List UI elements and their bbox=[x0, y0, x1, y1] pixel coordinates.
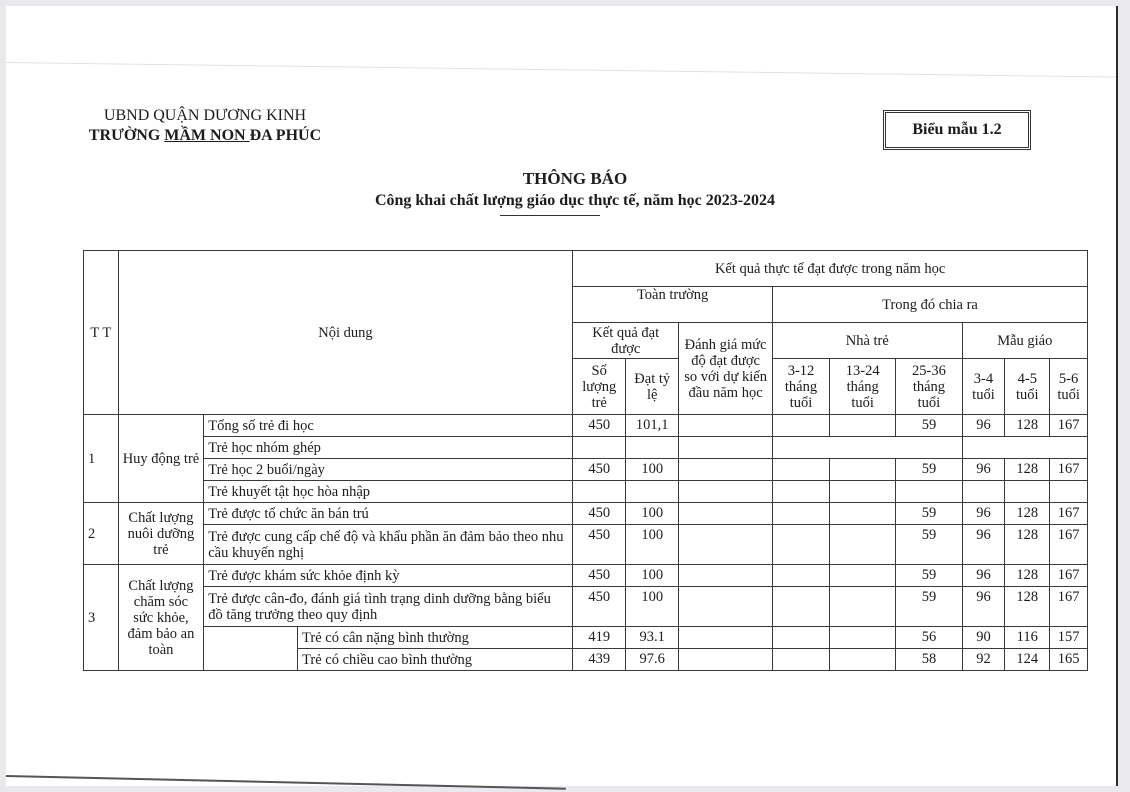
cell-age-25-36: 59 bbox=[896, 565, 962, 587]
title-subtitle: Công khai chất lượng giáo dục thực tế, năm học 2023-2024 bbox=[374, 192, 776, 209]
cell-eval bbox=[679, 415, 773, 437]
cell-rate: 100 bbox=[626, 503, 679, 525]
cell-age-4-5: 124 bbox=[1005, 649, 1050, 671]
cell-age-13-24 bbox=[830, 565, 896, 587]
org-name: UBND QUẬN DƯƠNG KINH bbox=[103, 107, 307, 124]
cell-age-3-4: 96 bbox=[962, 565, 1005, 587]
cell-age-13-24 bbox=[830, 627, 896, 649]
col-header-age-5-6: 5-6 tuổi bbox=[1050, 359, 1088, 415]
row-label: Trẻ khuyết tật học hòa nhập bbox=[204, 481, 573, 503]
cell-age-4-5: 128 bbox=[1005, 459, 1050, 481]
school-name bbox=[70, 126, 340, 146]
cell-age-4-5: 128 bbox=[1005, 565, 1050, 587]
row-label: Trẻ được tổ chức ăn bán trú bbox=[204, 503, 573, 525]
cell-age-25-36: 59 bbox=[896, 459, 962, 481]
table-row bbox=[84, 627, 1088, 649]
cell-rate bbox=[626, 481, 679, 503]
cell-eval bbox=[679, 565, 773, 587]
cell-count bbox=[573, 437, 626, 459]
cell-rate: 97.6 bbox=[626, 649, 679, 671]
cell-age-3-4: 90 bbox=[962, 627, 1005, 649]
cell-age-25-36: 59 bbox=[896, 587, 962, 627]
document-title bbox=[300, 168, 850, 212]
cell-age-3-12 bbox=[772, 627, 829, 649]
cell-age-13-24 bbox=[830, 481, 896, 503]
cell-age-3-4: 96 bbox=[962, 525, 1005, 565]
table-row bbox=[84, 459, 1088, 481]
col-header-count: Số lượng trẻ bbox=[573, 359, 626, 415]
cell-age-13-24 bbox=[830, 649, 896, 671]
cell-age-3-4: 96 bbox=[962, 587, 1005, 627]
col-header-tt: T T bbox=[84, 251, 119, 415]
cell-age-13-24 bbox=[830, 415, 896, 437]
title-main: THÔNG BÁO bbox=[522, 169, 628, 188]
issuer-header bbox=[70, 106, 340, 146]
cell-eval bbox=[679, 459, 773, 481]
cell-age-5-6: 157 bbox=[1050, 627, 1088, 649]
cell-rate bbox=[626, 437, 679, 459]
cell-age-3-4: 96 bbox=[962, 503, 1005, 525]
row-label: Tổng số trẻ đi học bbox=[204, 415, 573, 437]
cell-age-4-5 bbox=[1005, 481, 1050, 503]
cell-kindergarten-merged bbox=[962, 437, 1087, 459]
table-row bbox=[84, 481, 1088, 503]
table-row bbox=[84, 565, 1088, 587]
cell-age-5-6: 167 bbox=[1050, 503, 1088, 525]
cell-age-3-12 bbox=[772, 503, 829, 525]
cell-rate: 100 bbox=[626, 525, 679, 565]
cell-age-25-36: 56 bbox=[896, 627, 962, 649]
cell-rate: 100 bbox=[626, 459, 679, 481]
col-header-age-25-36: 25-36 tháng tuổi bbox=[896, 359, 962, 415]
cell-age-5-6: 167 bbox=[1050, 565, 1088, 587]
cell-eval bbox=[679, 437, 773, 459]
row-label: Trẻ có chiều cao bình thường bbox=[298, 649, 573, 671]
cell-age-13-24 bbox=[830, 587, 896, 627]
row-label: Trẻ có cân nặng bình thường bbox=[298, 627, 573, 649]
table-row bbox=[84, 525, 1088, 565]
cell-age-3-12 bbox=[772, 565, 829, 587]
cell-age-5-6: 167 bbox=[1050, 459, 1088, 481]
cell-age-4-5: 128 bbox=[1005, 415, 1050, 437]
cell-rate: 100 bbox=[626, 587, 679, 627]
cell-age-4-5: 116 bbox=[1005, 627, 1050, 649]
cell-age-13-24 bbox=[830, 503, 896, 525]
cell-count: 450 bbox=[573, 525, 626, 565]
col-header-rate: Đạt tỷ lệ bbox=[626, 359, 679, 415]
group-tt: 3 bbox=[84, 565, 119, 671]
cell-age-3-4 bbox=[962, 481, 1005, 503]
cell-age-25-36: 58 bbox=[896, 649, 962, 671]
group-name: Chất lượng nuôi dưỡng trẻ bbox=[118, 503, 204, 565]
col-header-content: Nội dung bbox=[118, 251, 573, 415]
cell-age-25-36: 59 bbox=[896, 503, 962, 525]
cell-age-5-6: 167 bbox=[1050, 415, 1088, 437]
table-row bbox=[84, 503, 1088, 525]
cell-age-3-12 bbox=[772, 649, 829, 671]
cell-count: 419 bbox=[573, 627, 626, 649]
cell-eval bbox=[679, 525, 773, 565]
cell-count: 450 bbox=[573, 459, 626, 481]
col-header-whole-school: Toàn trường bbox=[573, 287, 773, 323]
cell-age-3-12 bbox=[772, 587, 829, 627]
cell-age-13-24 bbox=[830, 525, 896, 565]
school-name-underlined: MẦM NON bbox=[164, 127, 250, 144]
cell-count: 439 bbox=[573, 649, 626, 671]
col-header-age-3-4: 3-4 tuổi bbox=[962, 359, 1005, 415]
cell-age-3-4: 92 bbox=[962, 649, 1005, 671]
cell-age-5-6 bbox=[1050, 481, 1088, 503]
col-header-results: Kết quả thực tế đạt được trong năm học bbox=[573, 251, 1088, 287]
cell-age-3-12 bbox=[772, 525, 829, 565]
col-header-achieved: Kết quả đạt được bbox=[573, 323, 679, 359]
cell-age-4-5: 128 bbox=[1005, 503, 1050, 525]
form-number-box bbox=[883, 110, 1031, 150]
cell-age-5-6: 167 bbox=[1050, 525, 1088, 565]
cell-age-3-4: 96 bbox=[962, 459, 1005, 481]
cell-count: 450 bbox=[573, 565, 626, 587]
row-label: Trẻ được cung cấp chế độ và khẩu phần ăn đảm bảo theo nhu cầu khuyến nghị bbox=[204, 525, 573, 565]
col-header-age-4-5: 4-5 tuổi bbox=[1005, 359, 1050, 415]
cell-age-25-36: 59 bbox=[896, 415, 962, 437]
cell-age-5-6: 167 bbox=[1050, 587, 1088, 627]
school-name-prefix: TRƯỜNG bbox=[88, 127, 165, 144]
cell-age-25-36 bbox=[896, 481, 962, 503]
col-header-kindergarten: Mẫu giáo bbox=[962, 323, 1087, 359]
cell-eval bbox=[679, 503, 773, 525]
quality-table bbox=[83, 250, 1088, 671]
cell-age-4-5: 128 bbox=[1005, 587, 1050, 627]
table-row bbox=[84, 415, 1088, 437]
cell-rate: 100 bbox=[626, 565, 679, 587]
cell-eval bbox=[679, 627, 773, 649]
cell-count: 450 bbox=[573, 587, 626, 627]
col-header-age-13-24: 13-24 tháng tuổi bbox=[830, 359, 896, 415]
cell-eval bbox=[679, 587, 773, 627]
table-row bbox=[84, 437, 1088, 459]
cell-count bbox=[573, 481, 626, 503]
table-row bbox=[84, 587, 1088, 627]
row-label: Trẻ học nhóm ghép bbox=[204, 437, 573, 459]
cell-age-3-12 bbox=[772, 459, 829, 481]
school-name-suffix: ĐA PHÚC bbox=[249, 127, 322, 144]
cell-age-25-36: 59 bbox=[896, 525, 962, 565]
cell-age-3-12 bbox=[772, 415, 829, 437]
cell-age-3-4: 96 bbox=[962, 415, 1005, 437]
cell-age-5-6: 165 bbox=[1050, 649, 1088, 671]
row-label: Trẻ được khám sức khỏe định kỳ bbox=[204, 565, 573, 587]
col-header-breakdown: Trong đó chia ra bbox=[772, 287, 1087, 323]
header-row-1 bbox=[84, 251, 1088, 287]
row-label: Trẻ được cân-đo, đánh giá tình trạng dinh dưỡng bằng biểu đồ tăng trưởng theo quy định bbox=[204, 587, 573, 627]
cell-nursery-merged bbox=[772, 437, 962, 459]
cell-rate: 101,1 bbox=[626, 415, 679, 437]
group-tt: 1 bbox=[84, 415, 119, 503]
cell-count: 450 bbox=[573, 415, 626, 437]
group-name: Huy động trẻ bbox=[118, 415, 204, 503]
cell-eval bbox=[679, 649, 773, 671]
col-header-nursery: Nhà trẻ bbox=[772, 323, 962, 359]
col-header-evaluation: Đánh giá mức độ đạt được so với dự kiến đầu năm học bbox=[679, 323, 773, 415]
row-label: Trẻ học 2 buổi/ngày bbox=[204, 459, 573, 481]
cell-age-4-5: 128 bbox=[1005, 525, 1050, 565]
cell-age-13-24 bbox=[830, 459, 896, 481]
col-header-age-3-12: 3-12 tháng tuổi bbox=[772, 359, 829, 415]
cell-eval bbox=[679, 481, 773, 503]
group-name: Chất lượng chăm sóc sức khỏe, đảm bảo an toàn bbox=[118, 565, 204, 671]
cell-rate: 93.1 bbox=[626, 627, 679, 649]
cell-count: 450 bbox=[573, 503, 626, 525]
group-tt: 2 bbox=[84, 503, 119, 565]
cell-age-3-12 bbox=[772, 481, 829, 503]
title-underline bbox=[500, 215, 600, 216]
form-number-label: Biểu mẫu 1.2 bbox=[912, 121, 1002, 138]
indent-cell bbox=[204, 627, 298, 671]
